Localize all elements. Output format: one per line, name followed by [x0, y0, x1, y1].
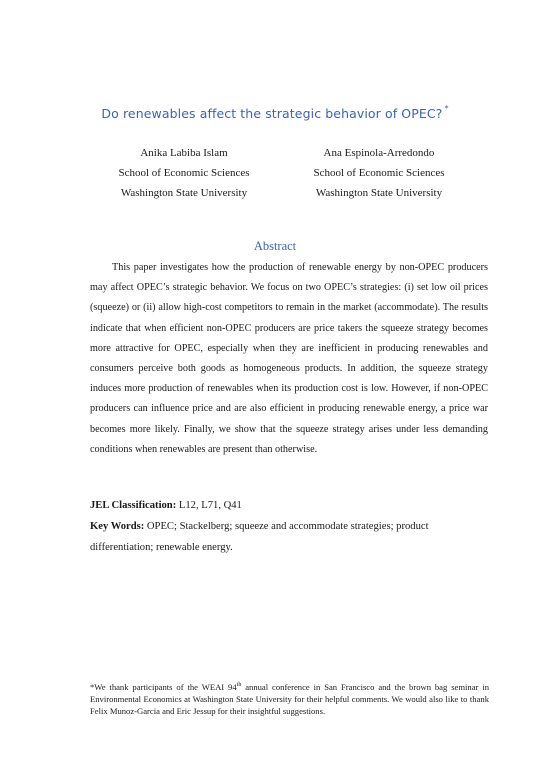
paper-title — [0, 106, 550, 121]
footnote-part-2: annual conference in San Francisco and the brown bag seminar in Environmental Economics at Washington State University for their helpful comments. We would also like to thank Felix Munoz-Garcia and Eric Jessup for their insightful suggestions. — [90, 681, 489, 716]
author-1-name: Anika Labiba Islam — [140, 147, 228, 159]
author-1-department: School of Economic Sciences — [118, 167, 250, 179]
author-2 — [279, 143, 479, 203]
acknowledgement-footnote — [90, 679, 489, 717]
author-1 — [84, 143, 284, 203]
author-2-department: School of Economic Sciences — [313, 167, 445, 179]
paper-title-text: Do renewables affect the strategic behavior of OPEC? — [101, 106, 443, 122]
jel-label: JEL Classification: — [90, 500, 177, 511]
keywords-label: Key Words: — [90, 521, 145, 532]
keywords — [90, 516, 490, 558]
footnote-part-1: *We thank participants of the WEAI 94 — [90, 681, 237, 692]
author-2-institution: Washington State University — [315, 187, 443, 199]
jel-codes: L12, L71, Q41 — [178, 500, 242, 511]
abstract-body: This paper investigates how the production of renewable energy by non-OPEC producers may affect OPEC’s strategic behavior. We focus on two OPEC’s strategies: (i) set low oil prices (squeeze) or (ii) allow high-cost competitors to remain in the market (accommodate). The results indicate that when efficient non-OPEC producers are price takers the squeeze strategy becomes more attractive for OPEC, especially when they are inefficient in producing renewables and consumers perceive both goods as homogeneous products. In addition, the squeeze strategy induces more production of renewables when its production cost is low. However, if non-OPEC producers can influence price and are also efficient in producing renewable energy, a price war becomes more likely. Finally, we show that the squeeze strategy arises under less demanding conditions when renewables are present than otherwise. — [90, 262, 488, 455]
footnote-superscript: th — [236, 682, 242, 688]
jel-classification — [90, 496, 490, 516]
keywords-text: OPEC; Stackelberg; squeeze and accommodate strategies; product differentiation; renewable energy. — [90, 521, 429, 553]
abstract-heading: Abstract — [253, 239, 297, 253]
author-2-name: Ana Espinola-Arredondo — [323, 147, 435, 159]
author-1-institution: Washington State University — [120, 187, 248, 199]
title-footnote-marker: * — [444, 104, 449, 113]
